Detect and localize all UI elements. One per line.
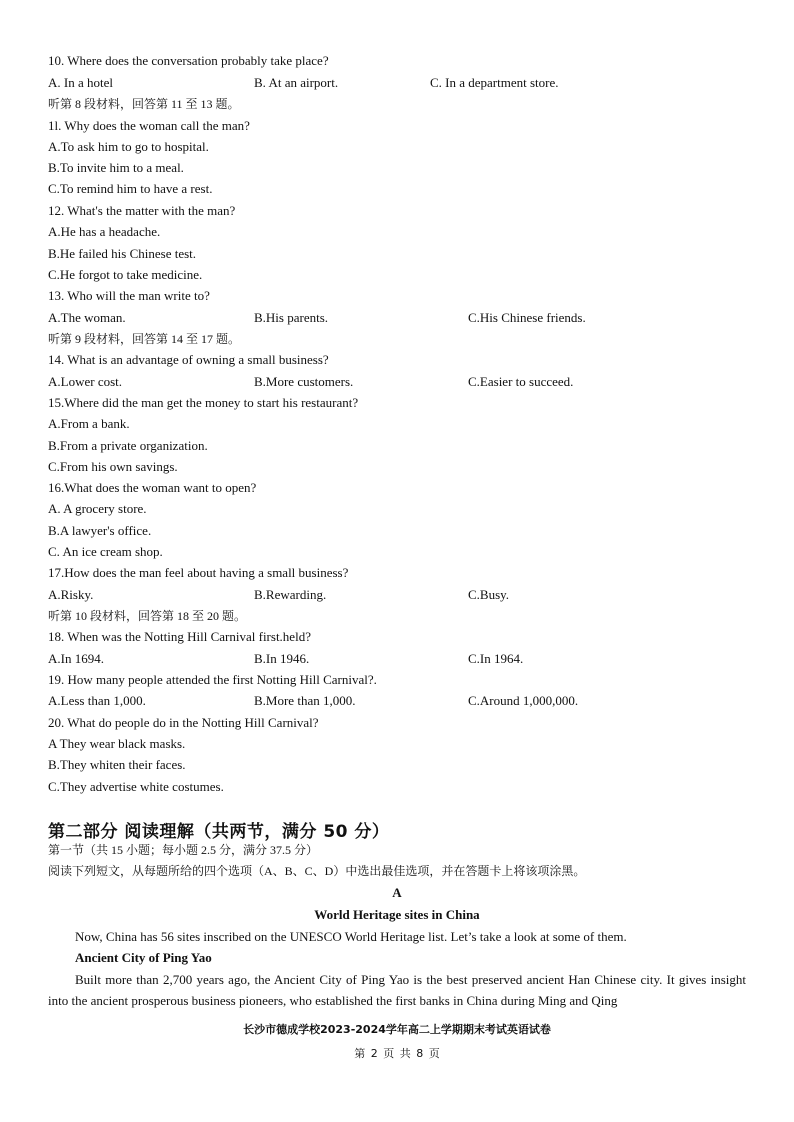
question-11-option-a: A.To ask him to go to hospital. xyxy=(48,139,209,154)
question-15-option-c: C.From his own savings. xyxy=(48,459,178,474)
question-19-option-b: B.More than 1,000. xyxy=(254,693,356,708)
question-10-option-c: C. In a department store. xyxy=(430,75,559,90)
section-1-info: 第一节（共 15 小题；每小题 2.5 分，满分 37.5 分） xyxy=(48,843,319,857)
question-15-option-b: B.From a private organization. xyxy=(48,438,208,453)
question-11-option-b: B.To invite him to a meal. xyxy=(48,160,184,175)
question-20-option-c: C.They advertise white costumes. xyxy=(48,779,224,794)
question-12-option-b: B.He failed his Chinese test. xyxy=(48,246,197,261)
question-16-stem: 16.What does the woman want to open? xyxy=(48,480,257,495)
question-19-option-a: A.Less than 1,000. xyxy=(48,693,146,708)
question-14-option-a: A.Lower cost. xyxy=(48,374,123,389)
question-18-option-c: C.In 1964. xyxy=(468,651,524,666)
question-16-option-a: A. A grocery store. xyxy=(48,501,147,516)
question-14-option-b: B.More customers. xyxy=(254,374,354,389)
section-9-instruction: 听第 9 段材料，回答第 14 至 17 题。 xyxy=(48,332,241,346)
question-10-option-b: B. At an airport. xyxy=(254,75,339,90)
question-10-stem: 10. Where does the conversation probably take place? xyxy=(48,53,329,68)
question-13-option-a: A.The woman. xyxy=(48,310,126,325)
question-13-option-b: B.His parents. xyxy=(254,310,329,325)
passage-paragraph-2: Built more than 2,700 years ago, the Ancient City of Ping Yao is the best preserved ancient Han Chinese city. It gives insight into the ancient prosperous business pioneers, who established the first banks in China during Ming and Qing xyxy=(48,972,746,1008)
section-10-instruction: 听第 10 段材料，回答第 18 至 20 题。 xyxy=(48,609,247,623)
question-12-option-c: C.He forgot to take medicine. xyxy=(48,267,203,282)
passage-subheading: Ancient City of Ping Yao xyxy=(75,950,212,965)
question-20-stem: 20. What do people do in the Notting Hill Carnival? xyxy=(48,715,319,730)
question-16-option-b: B.A lawyer's office. xyxy=(48,523,152,538)
question-11-option-c: C.To remind him to have a rest. xyxy=(48,181,213,196)
question-20-option-a: A They wear black masks. xyxy=(48,736,186,751)
part-2-heading: 第二部分 阅读理解（共两节，满分 50 分） xyxy=(48,822,390,842)
question-14-stem: 14. What is an advantage of owning a small business? xyxy=(48,352,329,367)
question-19-stem: 19. How many people attended the first Notting Hill Carnival?. xyxy=(48,672,377,687)
reading-instruction: 阅读下列短文，从每题所给的四个选项（A、B、C、D）中选出最佳选项，并在答题卡上将该项涂黑。 xyxy=(48,864,586,878)
question-13-stem: 13. Who will the man write to? xyxy=(48,288,210,303)
question-18-stem: 18. When was the Notting Hill Carnival first.held? xyxy=(48,629,311,644)
section-8-instruction: 听第 8 段材料，回答第 11 至 13 题。 xyxy=(48,97,240,111)
question-17-option-a: A.Risky. xyxy=(48,587,94,602)
question-12-stem: 12. What's the matter with the man? xyxy=(48,203,236,218)
question-11-stem: 1l. Why does the woman call the man? xyxy=(48,118,250,133)
question-18-option-b: B.In 1946. xyxy=(254,651,310,666)
question-10-option-a: A. In a hotel xyxy=(48,75,113,90)
passage-title: World Heritage sites in China xyxy=(314,907,480,922)
question-17-stem: 17.How does the man feel about having a small business? xyxy=(48,565,349,580)
question-20-option-b: B.They whiten their faces. xyxy=(48,757,186,772)
question-17-option-b: B.Rewarding. xyxy=(254,587,327,602)
question-15-stem: 15.Where did the man get the money to start his restaurant? xyxy=(48,395,359,410)
question-18-option-a: A.In 1694. xyxy=(48,651,104,666)
footer-page-number: 第 2 页 共 8 页 xyxy=(354,1047,440,1060)
question-15-option-a: A.From a bank. xyxy=(48,416,130,431)
footer-exam-title: 长沙市德成学校2023-2024学年高二上学期期末考试英语试卷 xyxy=(243,1023,551,1036)
question-13-option-c: C.His Chinese friends. xyxy=(468,310,586,325)
passage-paragraph-1: Now, China has 56 sites inscribed on the UNESCO World Heritage list. Let’s take a look at some of them. xyxy=(75,929,627,944)
passage-letter: A xyxy=(392,885,402,900)
question-19-option-c: C.Around 1,000,000. xyxy=(468,693,579,708)
question-12-option-a: A.He has a headache. xyxy=(48,224,161,239)
question-14-option-c: C.Easier to succeed. xyxy=(468,374,574,389)
question-17-option-c: C.Busy. xyxy=(468,587,510,602)
question-16-option-c: C. An ice cream shop. xyxy=(48,544,163,559)
